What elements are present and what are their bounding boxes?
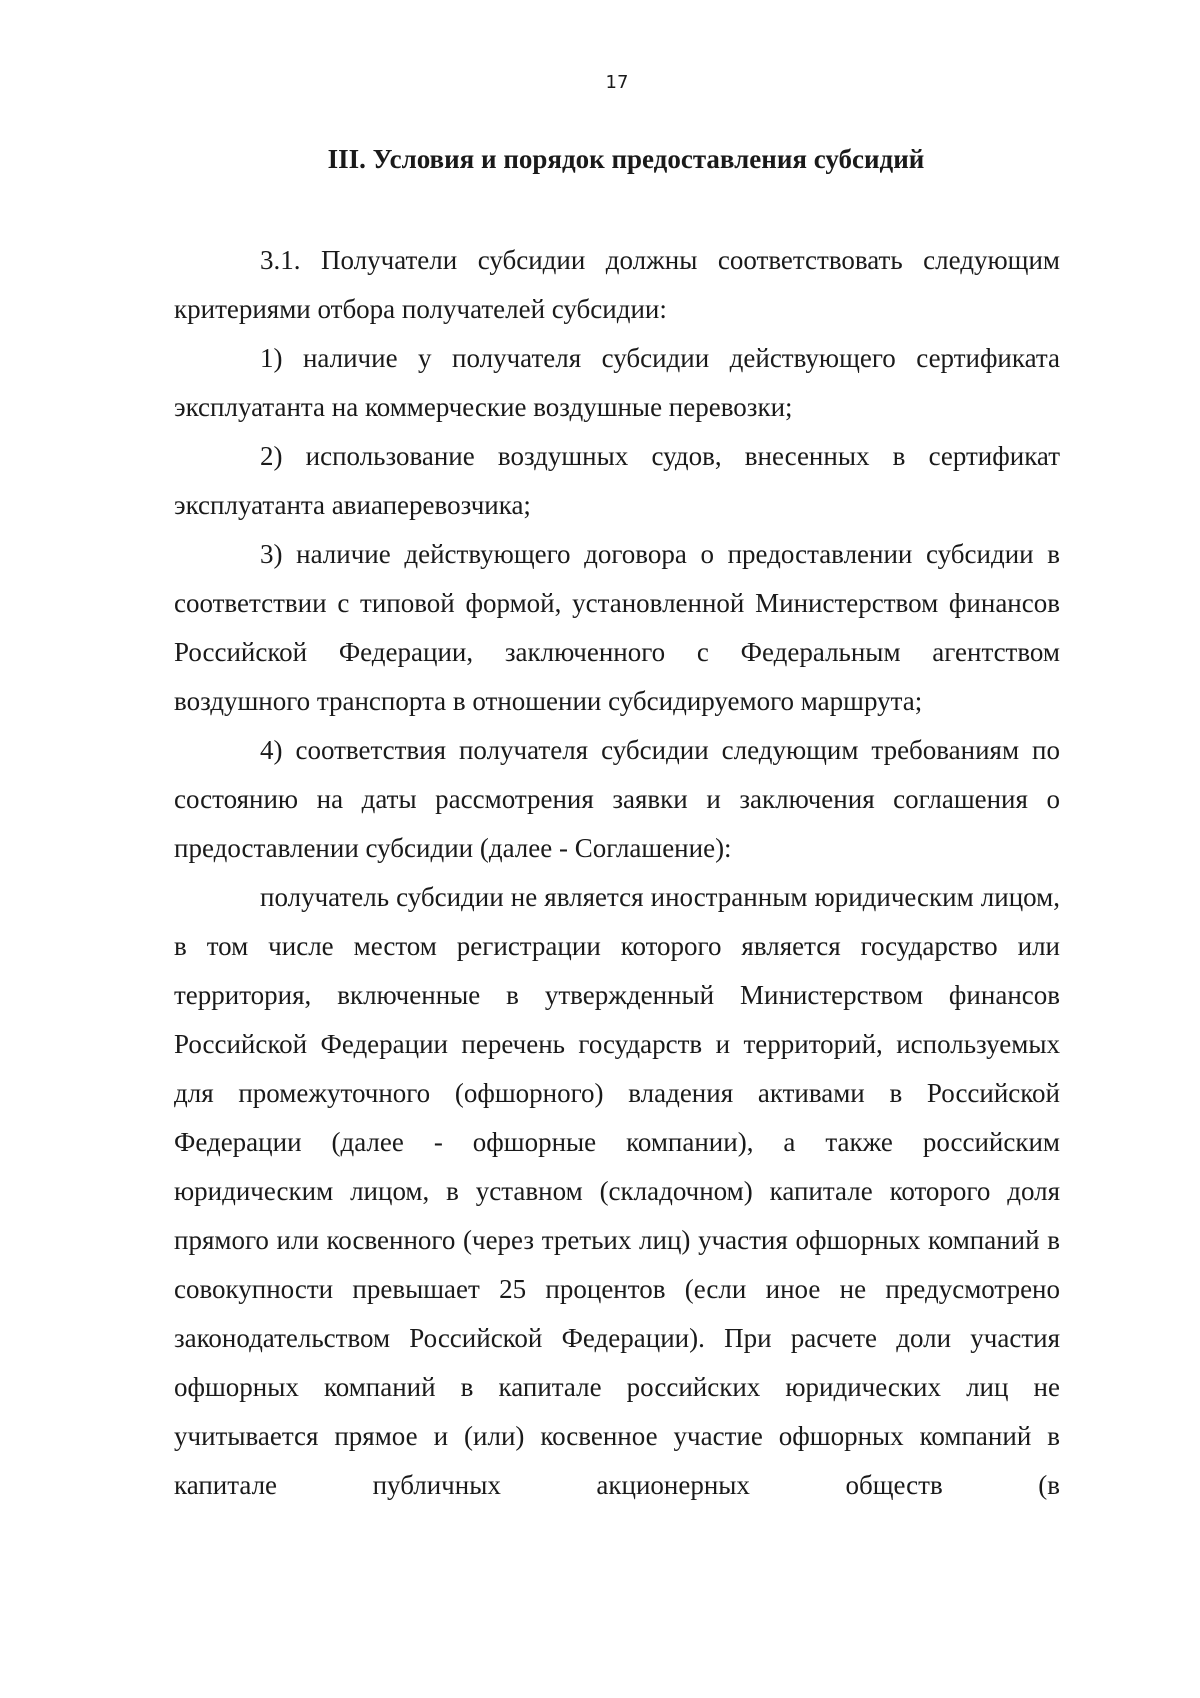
document-body [174, 236, 1060, 1510]
paragraph-3-1: 3.1. Получатели субсидии должны соответствовать следующим критериями отбора получателей субсидии: [174, 245, 1060, 324]
paragraph-item-4: 4) соответствия получателя субсидии следующим требованиям по состоянию на даты рассмотрения заявки и заключения соглашения о предоставлении субсидии (далее - Соглашение): [174, 735, 1060, 863]
section-title: III. Условия и порядок предоставления субсидий [327, 144, 925, 174]
paragraph-item-3: 3) наличие действующего договора о предоставлении субсидии в соответствии с типовой формой, установленной Министерством финансов Российской Федерации, заключенного с Федеральным агентством воздушного транспорта в отношении субсидируемого маршрута; [174, 539, 1060, 716]
paragraph-item-1: 1) наличие у получателя субсидии действующего сертификата эксплуатанта на коммерческие воздушные перевозки; [174, 343, 1060, 422]
paragraph-item-2: 2) использование воздушных судов, внесенных в сертификат эксплуатанта авиаперевозчика; [174, 441, 1060, 520]
paragraph-offshore-requirement: получатель субсидии не является иностранным юридическим лицом, в том числе местом регистрации которого является государство или территория, включенные в утвержденный Министерством финансов Российской Федерации перечень государств и территорий, используемых для промежуточного (офшорного) владения активами в Российской Федерации (далее - офшорные компании), а также российским юридическим лицом, в уставном (складочном) капитале которого доля прямого или косвенного (через третьих лиц) участия офшорных компаний в совокупности превышает 25 процентов (если иное не предусмотрено законодательством Российской Федерации). При расчете доли участия офшорных компаний в капитале российских юридических лиц не учитывается прямое и (или) косвенное участие офшорных компаний в капитале публичных акционерных обществ (в [174, 882, 1060, 1500]
page-number: 17 [605, 72, 629, 93]
